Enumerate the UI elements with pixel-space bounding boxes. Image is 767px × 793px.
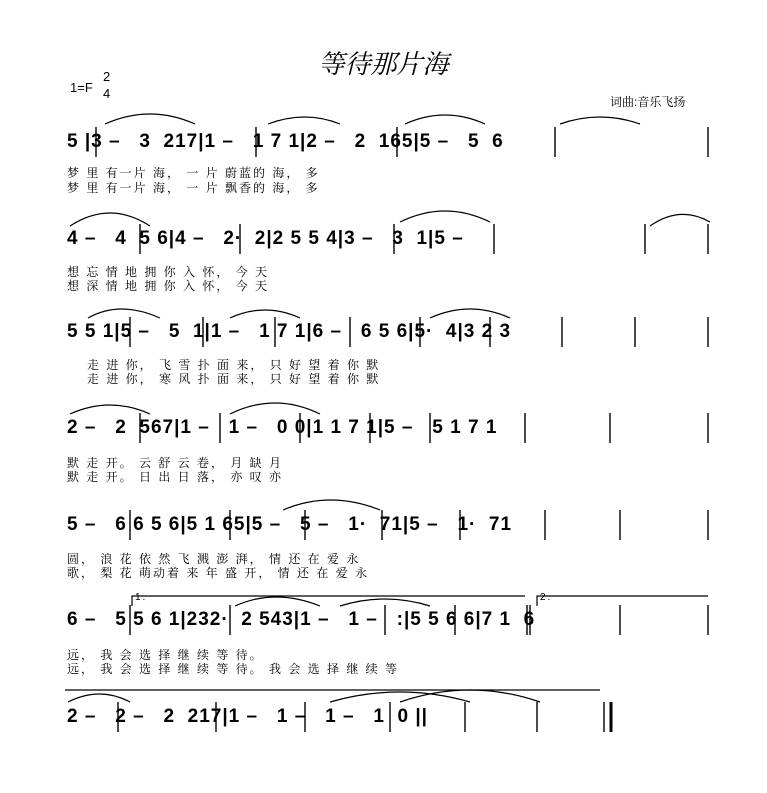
lyric-line-1: 圆， 浪 花 依 然 飞 溅 澎 湃， 情 还 在 爱 永	[67, 552, 361, 566]
slur	[400, 690, 540, 702]
lyric-line-2: 远， 我 会 选 择 继 续 等 待。 我 会 选 择 继 续 等	[67, 662, 400, 676]
lyric-line-1: 想 忘 情 地 拥 你 入 怀， 今 天	[67, 265, 270, 279]
slur	[268, 117, 340, 124]
notation-line: 6 – 5 5 6 1|232· 2 543|1 – 1 – :|5 5 6 6|7 1 6	[67, 609, 536, 630]
notation-line: 4 – 4 5 6|4 – 2· 2|2 5 5 4|3 – 3 1|5 –	[67, 228, 464, 249]
notation-line: 2 – 2 567|1 – 1 – 0 0|1 1 7 1|5 – 5 1 7 1	[67, 417, 498, 438]
slur	[68, 694, 130, 702]
lyric-line-2: 走 进 你， 寒 风 扑 面 来， 只 好 望 着 你 默	[87, 372, 381, 386]
slur	[283, 500, 380, 510]
slur	[405, 115, 485, 124]
slur	[400, 211, 490, 222]
composer-credit: 词曲:音乐飞扬	[610, 95, 686, 109]
time-bottom: 4	[103, 86, 111, 101]
key-signature: 1=F	[70, 80, 93, 95]
time-top: 2	[103, 69, 111, 84]
time-signature	[103, 68, 110, 102]
notation-line: 5 – 6 6 5 6|5 1 65|5 – 5 – 1· 71|5 – 1· 71	[67, 514, 513, 535]
page-title: 等待那片海	[318, 50, 449, 80]
lyric-line-1: 远， 我 会 选 择 继 续 等 待。	[67, 648, 264, 662]
lyric-line-1: 走 进 你， 飞 雪 扑 面 来， 只 好 望 着 你 默	[87, 358, 381, 372]
lyric-line-2: 歌， 梨 花 萌动着 来 年 盛 开， 情 还 在 爱 永	[67, 566, 370, 580]
notation-line: 2 – 2 – 2 217|1 – 1 – 1 – 1 0 ||	[67, 706, 428, 727]
lyric-line-2: 梦 里 有一片 海， 一 片 飘香的 海， 多	[67, 181, 320, 195]
notation-line: 5 5 1|5 – 5 1|1 – 1 7 1|6 – 6 5 6|5· 4|3 2 3	[67, 321, 512, 342]
notation-line: 5 |3 – 3 217|1 – 1 7 1|2 – 2 165|5 – 5 6	[67, 131, 504, 152]
slur	[105, 114, 195, 124]
lyric-line-1: 默 走 开。 云 舒 云 卷， 月 缺 月	[67, 456, 284, 470]
lyric-line-1: 梦 里 有一片 海， 一 片 蔚蓝的 海， 多	[67, 166, 320, 180]
slur	[560, 117, 640, 124]
lyric-line-2: 想 深 情 地 拥 你 入 怀， 今 天	[67, 279, 270, 293]
slur	[330, 692, 470, 702]
volta-1-label: 1.	[135, 592, 148, 603]
lyric-line-2: 默 走 开。 日 出 日 落， 亦 叹 亦	[67, 470, 284, 484]
volta-2-label: 2.	[540, 592, 553, 603]
